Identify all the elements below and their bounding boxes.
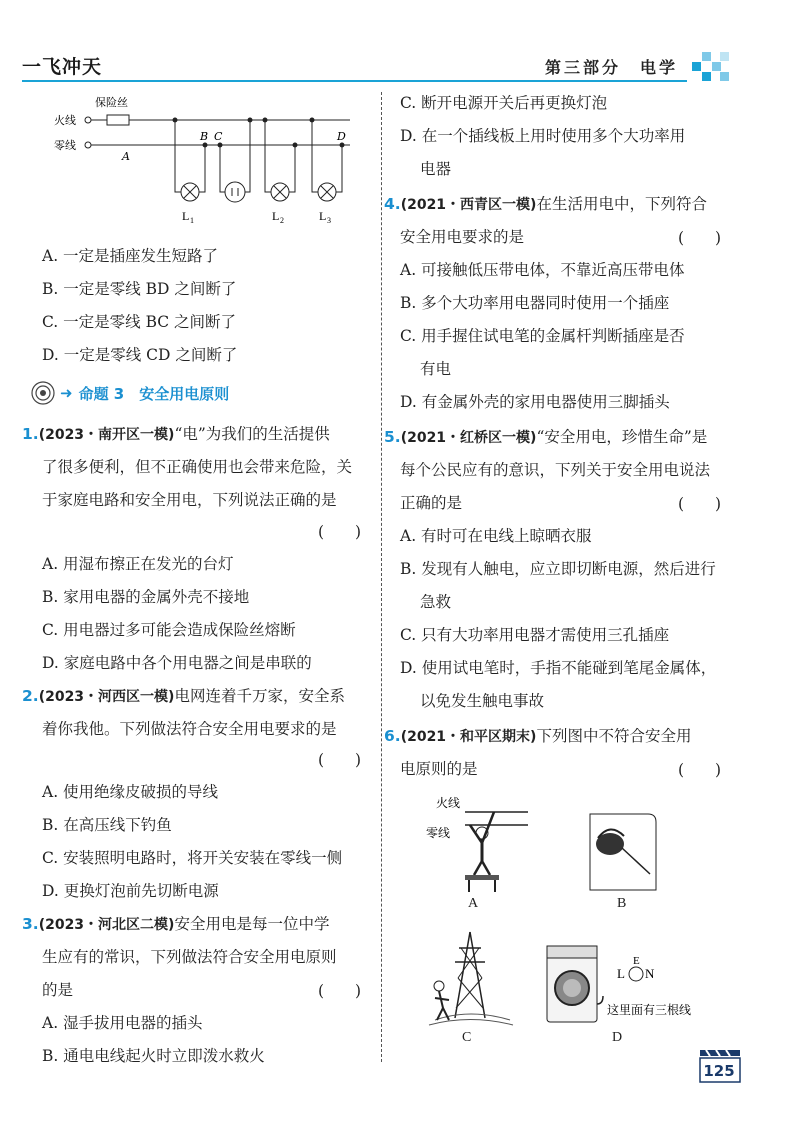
- lamp2-label: L: [272, 209, 280, 223]
- q4-option-d: D. 有金属外壳的家用电器使用三脚插头: [400, 393, 670, 411]
- q1-option-c: C. 用电器过多可能会造成保险丝熔断: [42, 621, 296, 639]
- q1-source: (2023・南开区一模): [38, 427, 175, 443]
- q6-answer-blank[interactable]: ( ): [678, 761, 722, 779]
- q1-option-a: A. 用湿布擦正在发光的台灯: [42, 555, 234, 573]
- q3-option-d-cont: 电器: [420, 160, 452, 178]
- point-c: C: [214, 130, 223, 143]
- live-label: 火线: [54, 114, 76, 127]
- q4-answer-blank[interactable]: ( ): [678, 229, 722, 247]
- lamp1-label: L: [182, 209, 190, 223]
- q6-number: 6.: [384, 727, 401, 745]
- q5-option-b: B. 发现有人触电，应立即切断电源，然后进行: [400, 560, 716, 578]
- q1-line-3: 于家庭电路和安全用电，下列说法正确的是: [42, 491, 337, 509]
- point-b: B: [200, 130, 209, 143]
- q4-source: (2021・西青区一模): [400, 197, 537, 213]
- q2-line-1: 2.(2023・河西区一模)电网连着千万家，安全系: [22, 687, 345, 705]
- q6-line-1: 6.(2021・和平区期末)下列图中不符合安全用: [384, 727, 692, 745]
- prev-option-b: B. 一定是零线 BD 之间断了: [42, 280, 237, 298]
- q5-line-2: 每个公民应有的意识，下列关于安全用电说法: [400, 461, 711, 479]
- prev-option-c: C. 一定是零线 BC 之间断了: [42, 313, 237, 331]
- q1-answer-blank[interactable]: ( ): [318, 523, 362, 541]
- q2-line-2: 着你我他。下列做法符合安全用电要求的是: [42, 720, 337, 738]
- q1-line-1: 1.(2023・南开区一模)“电”为我们的生活提供: [22, 425, 330, 443]
- q3-option-d: D. 在一个插线板上用时使用多个大功率用: [400, 127, 686, 145]
- q3-line-3: 的是: [42, 981, 74, 999]
- q3-option-c: C. 断开电源开关后再更换灯泡: [400, 94, 608, 112]
- figure-d-illustration: [545, 944, 725, 1024]
- q4-option-a: A. 可接触低压带电体，不靠近高压带电体: [400, 261, 685, 279]
- target-icon: [30, 380, 56, 406]
- arrow-icon: ➜: [60, 384, 73, 402]
- q5-option-a: A. 有时可在电线上晾晒衣服: [400, 527, 592, 545]
- prev-option-a: A. 一定是插座发生短路了: [42, 247, 219, 265]
- fig-c-label: C: [462, 1030, 472, 1045]
- q4-line-2: 安全用电要求的是: [400, 228, 525, 246]
- section-title: 第三部分 电学: [545, 58, 679, 77]
- fig-d-e-label: E: [633, 955, 640, 967]
- lamp2-sub: 2: [280, 216, 284, 225]
- figure-a-illustration: [420, 795, 530, 895]
- fuse-label: 保险丝: [95, 96, 128, 109]
- q3-option-a: A. 湿手拔用电器的插头: [42, 1014, 203, 1032]
- q5-answer-blank[interactable]: ( ): [678, 495, 722, 513]
- fig-d-n-label: N: [645, 966, 655, 981]
- fig-a-label: A: [468, 896, 479, 911]
- q2-option-a: A. 使用绝缘皮破损的导线: [42, 783, 219, 801]
- q1-option-b: B. 家用电器的金属外壳不接地: [42, 588, 250, 606]
- topic-heading: [30, 380, 229, 406]
- q5-option-d: D. 使用试电笔时，手指不能碰到笔尾金属体，: [400, 659, 717, 677]
- figure-c-illustration: [425, 928, 515, 1028]
- prev-option-d: D. 一定是零线 CD 之间断了: [42, 346, 238, 364]
- q4-line-1: 4.(2021・西青区一模)在生活用电中，下列符合: [384, 195, 707, 213]
- page-number: 125: [703, 1062, 735, 1080]
- point-a: A: [122, 150, 130, 163]
- q6-source: (2021・和平区期末): [400, 729, 537, 745]
- neutral-label: 零线: [54, 139, 76, 152]
- q5-option-c: C. 只有大功率用电器才需使用三孔插座: [400, 626, 670, 644]
- q3-option-b: B. 通电电线起火时立即泼水救火: [42, 1047, 265, 1065]
- q3-line-2: 生应有的常识，下列做法符合安全用电原则: [42, 948, 337, 966]
- fig-d-l-label: L: [617, 966, 625, 981]
- q4-option-c: C. 用手握住试电笔的金属杆判断插座是否: [400, 327, 685, 345]
- fig-a-neutral-label: 零线: [426, 826, 451, 840]
- point-d: D: [337, 130, 346, 143]
- fig-b-label: B: [617, 896, 627, 911]
- figure-b-illustration: [588, 812, 658, 892]
- q6-line-2: 电原则的是: [400, 760, 478, 778]
- q5-line-1: 5.(2021・红桥区一模)“安全用电，珍惜生命”是: [384, 428, 708, 446]
- q5-option-d-cont: 以免发生触电事故: [420, 692, 545, 710]
- q5-line-3: 正确的是: [400, 494, 463, 512]
- q2-option-d: D. 更换灯泡前先切断电源: [42, 882, 219, 900]
- q4-option-c-cont: 有电: [420, 360, 452, 378]
- q3-number: 3.: [22, 915, 39, 933]
- q1-line-2: 了很多便利，但不正确使用也会带来危险，关: [42, 458, 353, 476]
- header-rule: [22, 80, 687, 82]
- q2-number: 2.: [22, 687, 39, 705]
- q5-option-b-cont: 急救: [420, 593, 452, 611]
- header-grid-decoration: [692, 46, 730, 82]
- q5-number: 5.: [384, 428, 401, 446]
- fig-d-label: D: [612, 1030, 623, 1045]
- column-divider: [381, 92, 382, 1062]
- q2-option-c: C. 安装照明电路时，将开关安装在零线一侧: [42, 849, 343, 867]
- brand-logo: 一飞冲天: [22, 56, 103, 78]
- q2-option-b: B. 在高压线下钓鱼: [42, 816, 172, 834]
- q3-answer-blank[interactable]: ( ): [318, 982, 362, 1000]
- q5-source: (2021・红桥区一模): [400, 430, 537, 446]
- lamp3-sub: 3: [327, 216, 331, 225]
- lamp1-sub: 1: [190, 216, 194, 225]
- fig-d-note: 这里面有三根线: [607, 1003, 692, 1017]
- q3-source: (2023・河北区二模): [38, 917, 175, 933]
- q4-number: 4.: [384, 195, 401, 213]
- q1-option-d: D. 家庭电路中各个用电器之间是串联的: [42, 654, 312, 672]
- q1-number: 1.: [22, 425, 39, 443]
- topic-label: 命题 3 安全用电原则: [78, 384, 230, 403]
- q2-answer-blank[interactable]: ( ): [318, 751, 362, 769]
- q2-source: (2023・河西区一模): [38, 689, 175, 705]
- fig-a-live-label: 火线: [436, 796, 461, 810]
- q3-line-1: 3.(2023・河北区二模)安全用电是每一位中学: [22, 915, 330, 933]
- circuit-diagram: [50, 92, 370, 232]
- lamp3-label: L: [319, 209, 327, 223]
- q4-option-b: B. 多个大功率用电器同时使用一个插座: [400, 294, 670, 312]
